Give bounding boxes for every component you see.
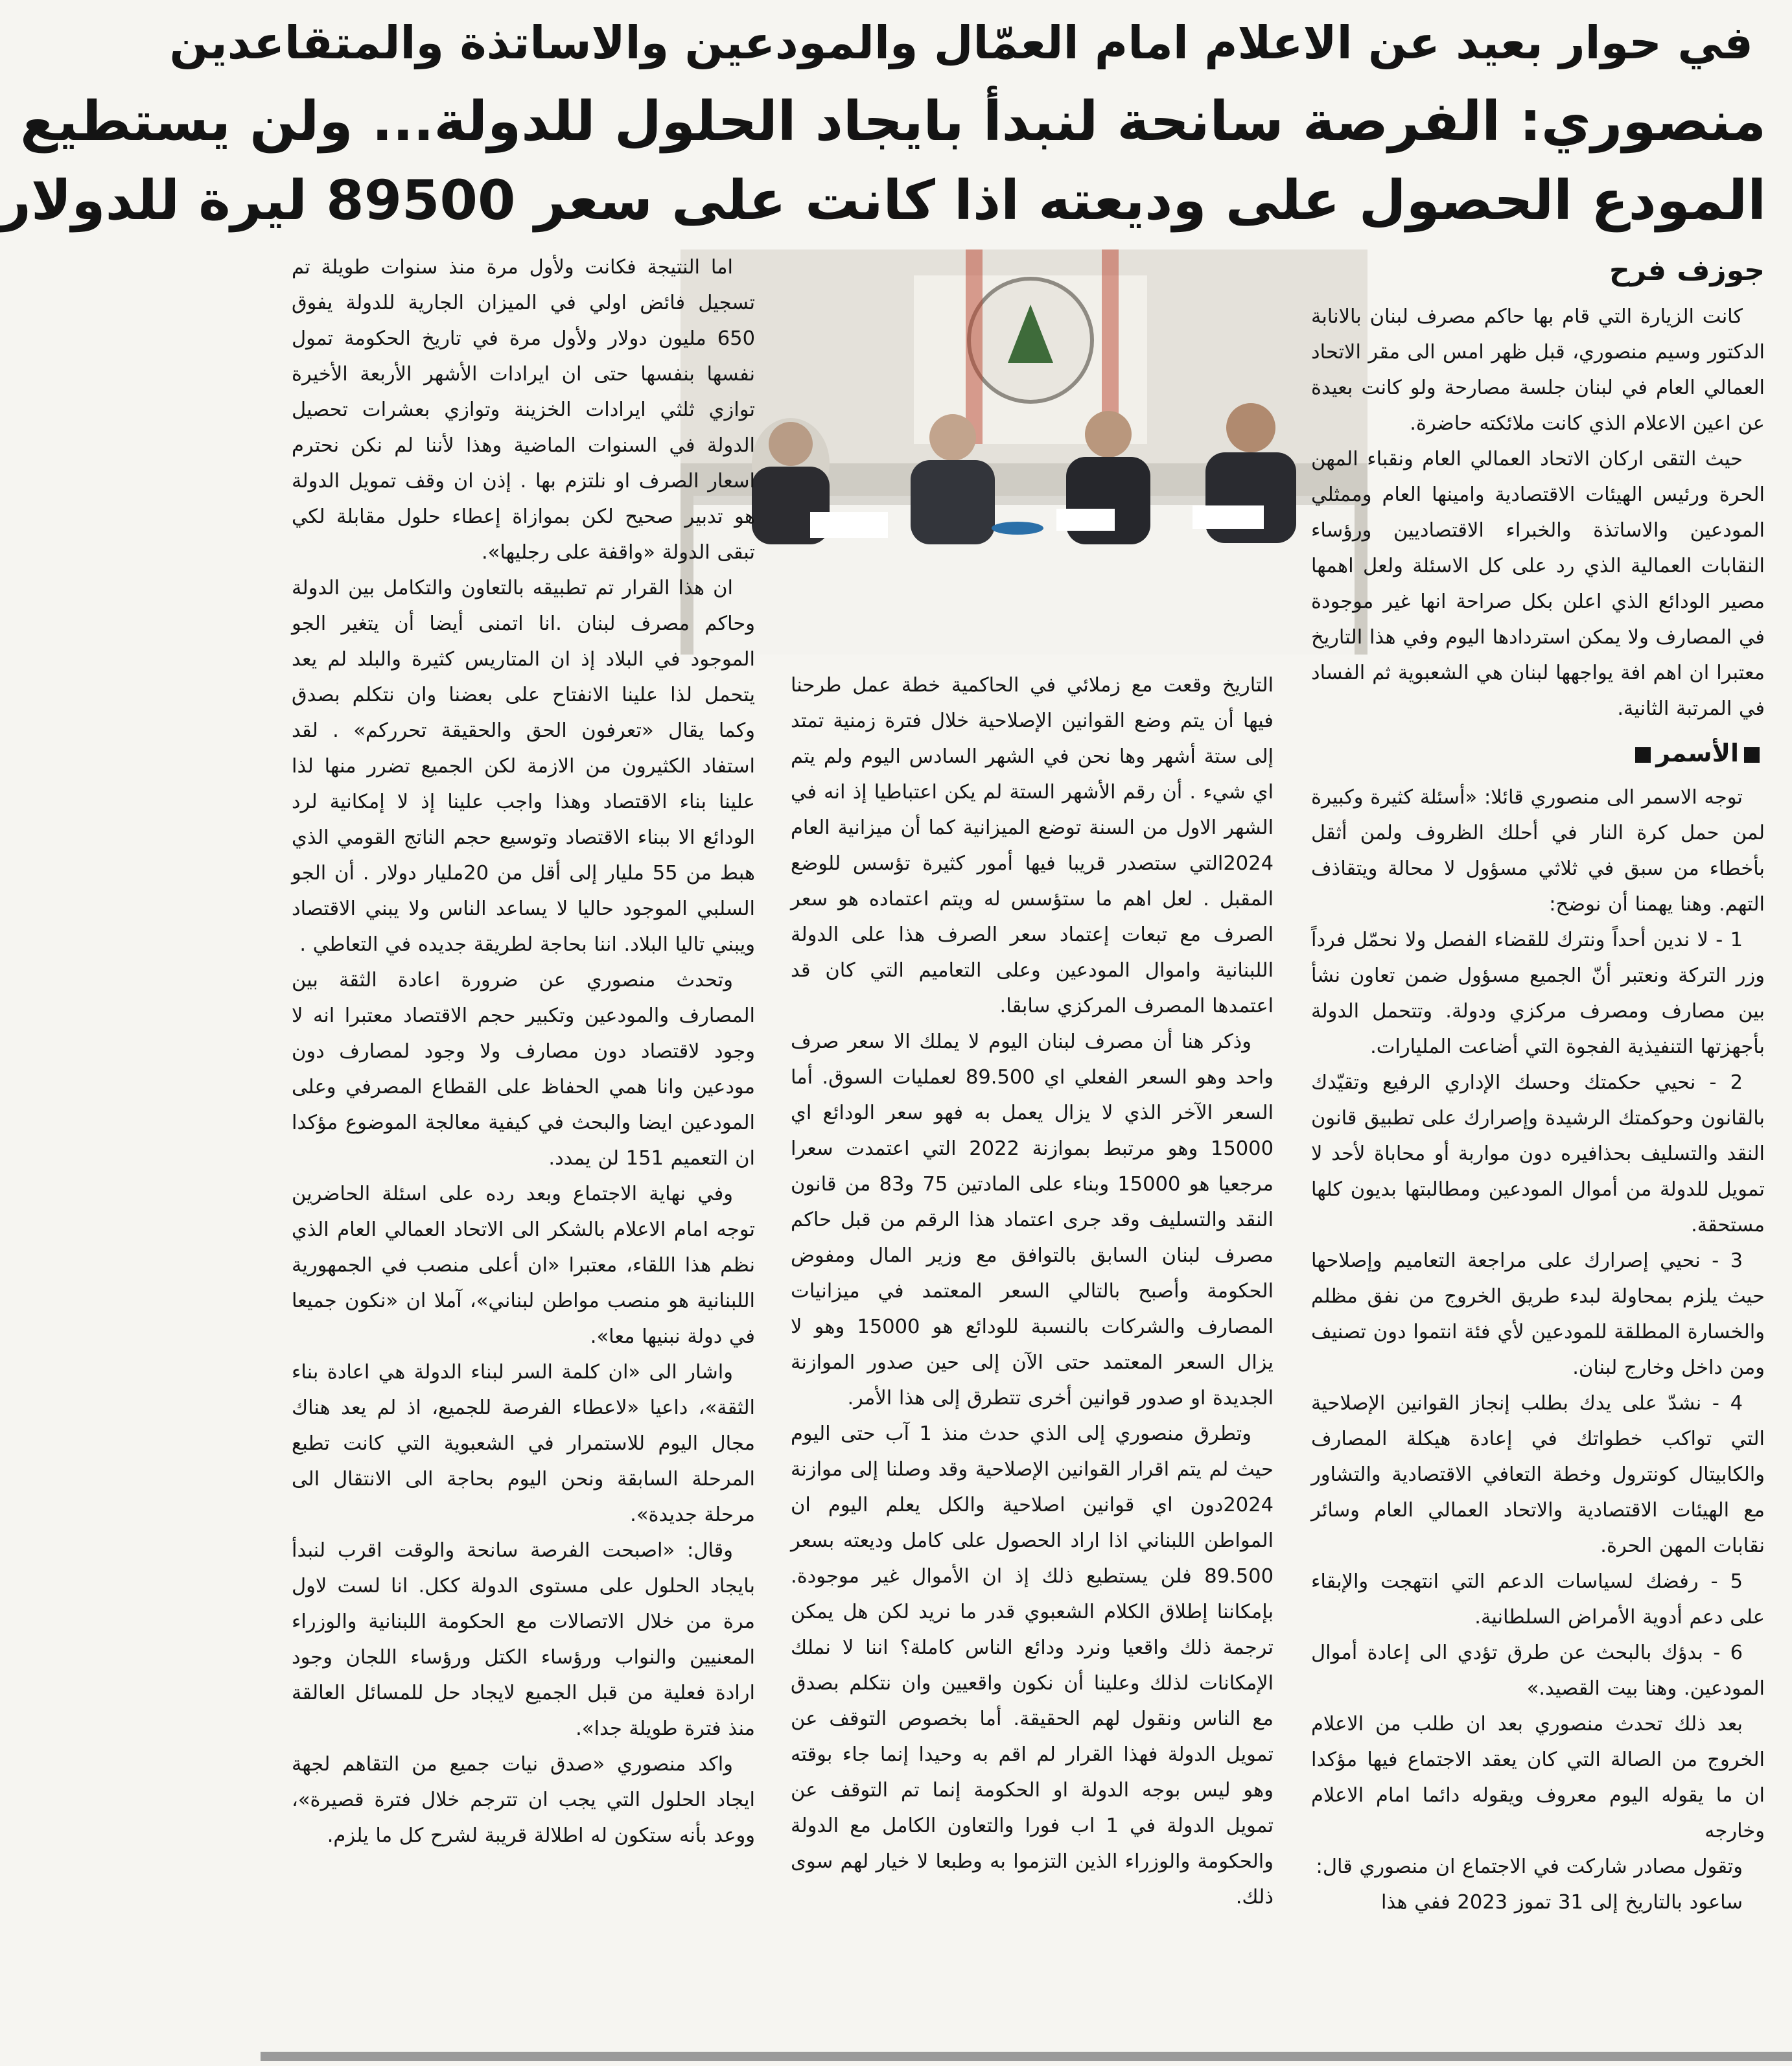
article-column-1 <box>1311 250 1765 2045</box>
paragraph: وذكر هنا أن مصرف لبنان اليوم لا يملك الا سعر صرف واحد وهو السعر الفعلي اي 89.500 لعمليات السوق. أما السعر الآخر الذي لا يزال يعمل به فهو سعر الودائع اي 15000 وهو مرتبط بموازنة 2022 التي اعتمدت سعرا مرجعيا هو 15000 وبناء على المادتين 75 و83 من قانون النقد والتسليف وقد جرى اعتماد هذا الرقم من قبل حاكم مصرف لبنان السابق بالتوافق مع وزير المال ومفوض الحكومة وأصبح بالتالي السعر المعتمد في ميزانيات المصارف والشركات بالنسبة للودائع هو 15000 وهو لا يزال السعر المعتمد حتى الآن إلى حين صدور الموازنة الجديدة او صدور قوانين أخرى تتطرق إلى هذا الأمر. <box>791 1030 1274 1410</box>
paragraph: كانت الزيارة التي قام بها حاكم مصرف لبنان بالانابة الدكتور وسيم منصوري، قبل ظهر امس الى مقر الاتحاد العمالي العام في لبنان جلسة مصارحة ولو كانت بعيدة عن اعين الاعلام الذي كانت ملائكته حاضرة. <box>1311 305 1765 435</box>
paragraph: وتقول مصادر شاركت في الاجتماع ان منصوري قال: <box>1316 1855 1743 1878</box>
kicker: في حوار بعيد عن الاعلام امام العمّال والمودعين والاساتذة والمتقاعدين <box>169 16 1753 69</box>
paragraph: حيث التقى اركان الاتحاد العمالي العام ونقباء المهن الحرة ورئيس الهيئات الاقتصادية وامينها العام وممثلي المودعين والاساتذة والخبراء الاقتصاديين ورؤساء النقابات العمالية الذي رد على كل الاسئلة ولعل اهمها مصير الودائع الذي اعلن بكل صراحة انها غير موجودة في المصارف ولا يمكن استردادها اليوم وفي هذا التاريخ معتبرا ان اهم افة يواجهها لبنان هي الشعبوية ثم الفساد في المرتبة الثانية. <box>1311 448 1765 720</box>
paragraph: وتحدث منصوري عن ضرورة اعادة الثقة بين المصارف والمودعين وتكبير حجم الاقتصاد معتبرا انه لا وجود لاقتصاد دون مصارف ولا وجود لمصارف دون مودعين وانا همي الحفاظ على القطاع المصرفي وعلى المودعين ايضا والبحث في كيفية معالجة الموضوع مؤكدا ان التعميم 151 لن يمدد. <box>292 969 755 1170</box>
footer-rule <box>261 2052 1792 2061</box>
article-column-2 <box>791 667 1274 2045</box>
headline-line-2: المودع الحصول على وديعته اذا كانت على سعر 89500 ليرة للدولار <box>0 168 1766 232</box>
subhead-asmar <box>1311 733 1765 773</box>
paragraph: وتطرق منصوري إلى الذي حدث منذ 1 آب حتى اليوم حيث لم يتم اقرار القوانين الإصلاحية وقد وصلنا إلى موازنة 2024دون اي قوانين اصلاحية والكل يعلم اليوم ان المواطن اللبناني اذا اراد الحصول على كامل وديعته بسعر 89.500 فلن يستطيع ذلك إذ ان الأموال غير موجودة. بإمكاننا إطلاق الكلام الشعبوي قدر ما نريد لكن هل يمكن ترجمة ذلك واقعيا ونرد ودائع الناس كاملة؟ اننا لا نملك الإمكانات لذلك وعلينا أن نكون واقعيين وان نتكلم بصدق مع الناس ونقول لهم الحقيقة. أما بخصوص التوقف عن تمويل الدولة فهذا القرار لم اقم به وحيدا إنما جاء بوقته وهو ليس بوجه الدولة او الحكومة إنما تم التوقف عن تمويل الدولة في 1 اب فورا والتعاون الكامل مع الدولة والحكومة والوزراء الذين التزموا به وطبعا لا خيار لهم سوى ذلك. <box>791 1422 1274 1909</box>
paragraph: 3 - نحيي إصرارك على مراجعة التعاميم وإصلاحها حيث يلزم بمحاولة لبدء طريق الخروج من نفق مظلم والخسارة المطلقة للمودعين لأي فئة انتموا دون تصنيف ومن داخل وخارج لبنان. <box>1311 1249 1765 1379</box>
paragraph: 2 - نحيي حكمتك وحسك الإداري الرفيع وتقيّدك بالقانون وحوكمتك الرشيدة وإصرارك على تطبيق قانون النقد والتسليف بحذافيره دون مواربة أو محاباة لأحد لا تمويل للدولة من أموال المودعين ومطالبتها بديون كلها مستحقة. <box>1311 1071 1765 1236</box>
paragraph: ساعود بالتاريخ إلى 31 تموز 2023 ففي هذا <box>1381 1891 1743 1914</box>
square-bullet-icon <box>1635 747 1651 763</box>
byline: جوزف فرح <box>1609 254 1765 287</box>
paragraph: وقال: «اصبحت الفرصة سانحة والوقت اقرب لنبدأ بايجاد الحلول على مستوى الدولة ككل. انا لست لاول مرة من خلال الاتصالات مع الحكومة اللبنانية والوزراء المعنيين والنواب ورؤساء الكتل ورؤساء اللجان وجود ارادة فعلية من قبل الجميع لايجاد حل للمسائل العالقة منذ فترة طويلة جدا». <box>292 1539 755 1740</box>
paragraph: ان هذا القرار تم تطبيقه بالتعاون والتكامل بين الدولة وحاكم مصرف لبنان .انا اتمنى أيضا أن يتغير الجو الموجود في البلاد إذ ان المتاريس كثيرة والبلد لم يعد يتحمل لذا علينا الانفتاح على بعضنا وان نتكلم بصدق وكما يقال «تعرفون الحق والحقيقة تحرركم» . لقد استفاد الكثيرون من الازمة لكن الجميع تضرر منها لذا علينا بناء الاقتصاد وهذا واجب علينا إذ لا إمكانية لرد الودائع الا ببناء الاقتصاد وتوسيع حجم الناتج القومي الذي هبط من 55 مليار إلى أقل من 20مليار دولار . أن الجو السلبي الموجود حاليا لا يساعد الناس ولا يبني الاقتصاد ويبني تاليا البلاد. اننا بحاجة لطريقة جديده في التعاطي . <box>292 577 756 956</box>
paragraph: واكد منصوري «صدق نيات جميع من التقاهم لجهة ايجاد الحلول التي يجب ان تترجم خلال فترة قصيرة»، ووعد بأنه ستكون له اطلالة قريبة لشرح كل ما يلزم. <box>292 1753 755 1847</box>
subhead-label: الأسمر <box>1656 739 1739 767</box>
paragraph: واشار الى «ان كلمة السر لبناء الدولة هي اعادة بناء الثقة»، داعيا «لاعطاء الفرصة للجميع، اذ لم يعد هناك مجال اليوم للاستمرار في الشعبوية التي كانت تطبع المرحلة السابقة ونحن اليوم بحاجة الى الانتقال الى مرحلة جديدة». <box>292 1361 755 1526</box>
square-bullet-icon <box>1744 747 1760 763</box>
paragraph: توجه الاسمر الى منصوري قائلا: «أسئلة كثيرة وكبيرة لمن حمل كرة النار في أحلك الظروف ولمن أثقل بأخطاء من سبق في ثلاثي مسؤول لا محالة ويتقاذف التهم. وهنا يهمنا أن نوضح: <box>1311 786 1765 916</box>
headline-line-1: منصوري: الفرصة سانحة لنبدأ بايجاد الحلول للدولة... ولن يستطيع <box>20 89 1766 153</box>
paragraph: التاريخ وقعت مع زملائي في الحاكمية خطة عمل طرحنا فيها أن يتم وضع القوانين الإصلاحية خلال فترة زمنية تمتد إلى ستة أشهر وها نحن في الشهر السادس اليوم ولم يتم اي شيء . أن رقم الأشهر الستة لم يكن اعتباطيا إذ انه في الشهر الاول من السنة توضع الميزانية كما أن ميزانية العام 2024التي ستصدر قريبا فيها أمور كثيرة تؤسس للوضع المقبل . لعل اهم ما ستؤسس له ويتم اعتماده هو سعر الصرف مع تبعات إعتماد سعر الصرف هذا على الدولة اللبنانية واموال المودعين وعلى التعاميم التي كان قد اعتمدها المصرف المركزي سابقا. <box>791 674 1274 1017</box>
paragraph: بعد ذلك تحدث منصوري بعد ان طلب من الاعلام الخروج من الصالة التي كان يعقد الاجتماع فيها مؤكدا ان ما يقوله اليوم معروف ويقوله دائما امام الاعلام وخارجه <box>1311 1713 1765 1842</box>
meeting-photo-icon <box>681 250 1367 655</box>
paragraph: 5 - رفضك لسياسات الدعم التي انتهجت والإبقاء على دعم أدوية الأمراض السلطانية. <box>1311 1570 1765 1629</box>
paragraph: 4 - نشدّ على يدك بطلب إنجاز القوانين الإصلاحية التي تواكب خطواتك في إعادة هيكلة المصارف والكابيتال كونترول وخطة التعافي الاقتصادية والتشاور مع الهيئات الاقتصادية والاتحاد العمالي العام وسائر نقابات المهن الحرة. <box>1311 1392 1765 1557</box>
paragraph: اما النتيجة فكانت ولأول مرة منذ سنوات طويلة تم تسجيل فائض اولي في الميزان الجارية للدولة يفوق 650 مليون دولار ولأول مرة في تاريخ الحكومة تمول نفسها بنفسها حتى ان ايرادات الأشهر الأربعة الأخيرة توازي ثلثي ايرادات الخزينة وتوازي بعشرات تحصيل الدولة في السنوات الماضية وهذا لأننا لم نكن نحترم اسعار الصرف او نلتزم بها . إذن ان وقف تمويل الدولة هو تدبير صحيح لكن بموازاة إعطاء حلول مقابلة لكي تبقى الدولة «واقفة على رجليها». <box>292 256 755 564</box>
article-column-3 <box>292 250 755 2045</box>
paragraph: 1 - لا ندين أحداً ونترك للقضاء الفصل ولا نحمّل فرداً وزر التركة ونعتبر أنّ الجميع مسؤول ضمن تعاون نشأ بين مصارف ومصرف مركزي ودولة. وتتحمل الدولة بأجهزتها التنفيذية الفجوة التي أضاعت المليارات. <box>1311 929 1765 1058</box>
paragraph: وفي نهاية الاجتماع وبعد رده على اسئلة الحاضرين توجه امام الاعلام بالشكر الى الاتحاد العمالي العام الذي نظم هذا اللقاء، معتبرا «ان أعلى منصب في الجمهورية اللبنانية هو منصب مواطن لبناني»، آملا ان «نكون جميعا في دولة نبنيها معا». <box>292 1183 755 1348</box>
paragraph: 6 - بدؤك بالبحث عن طرق تؤدي الى إعادة أموال المودعين. وهنا بيت القصيد.» <box>1311 1642 1765 1700</box>
